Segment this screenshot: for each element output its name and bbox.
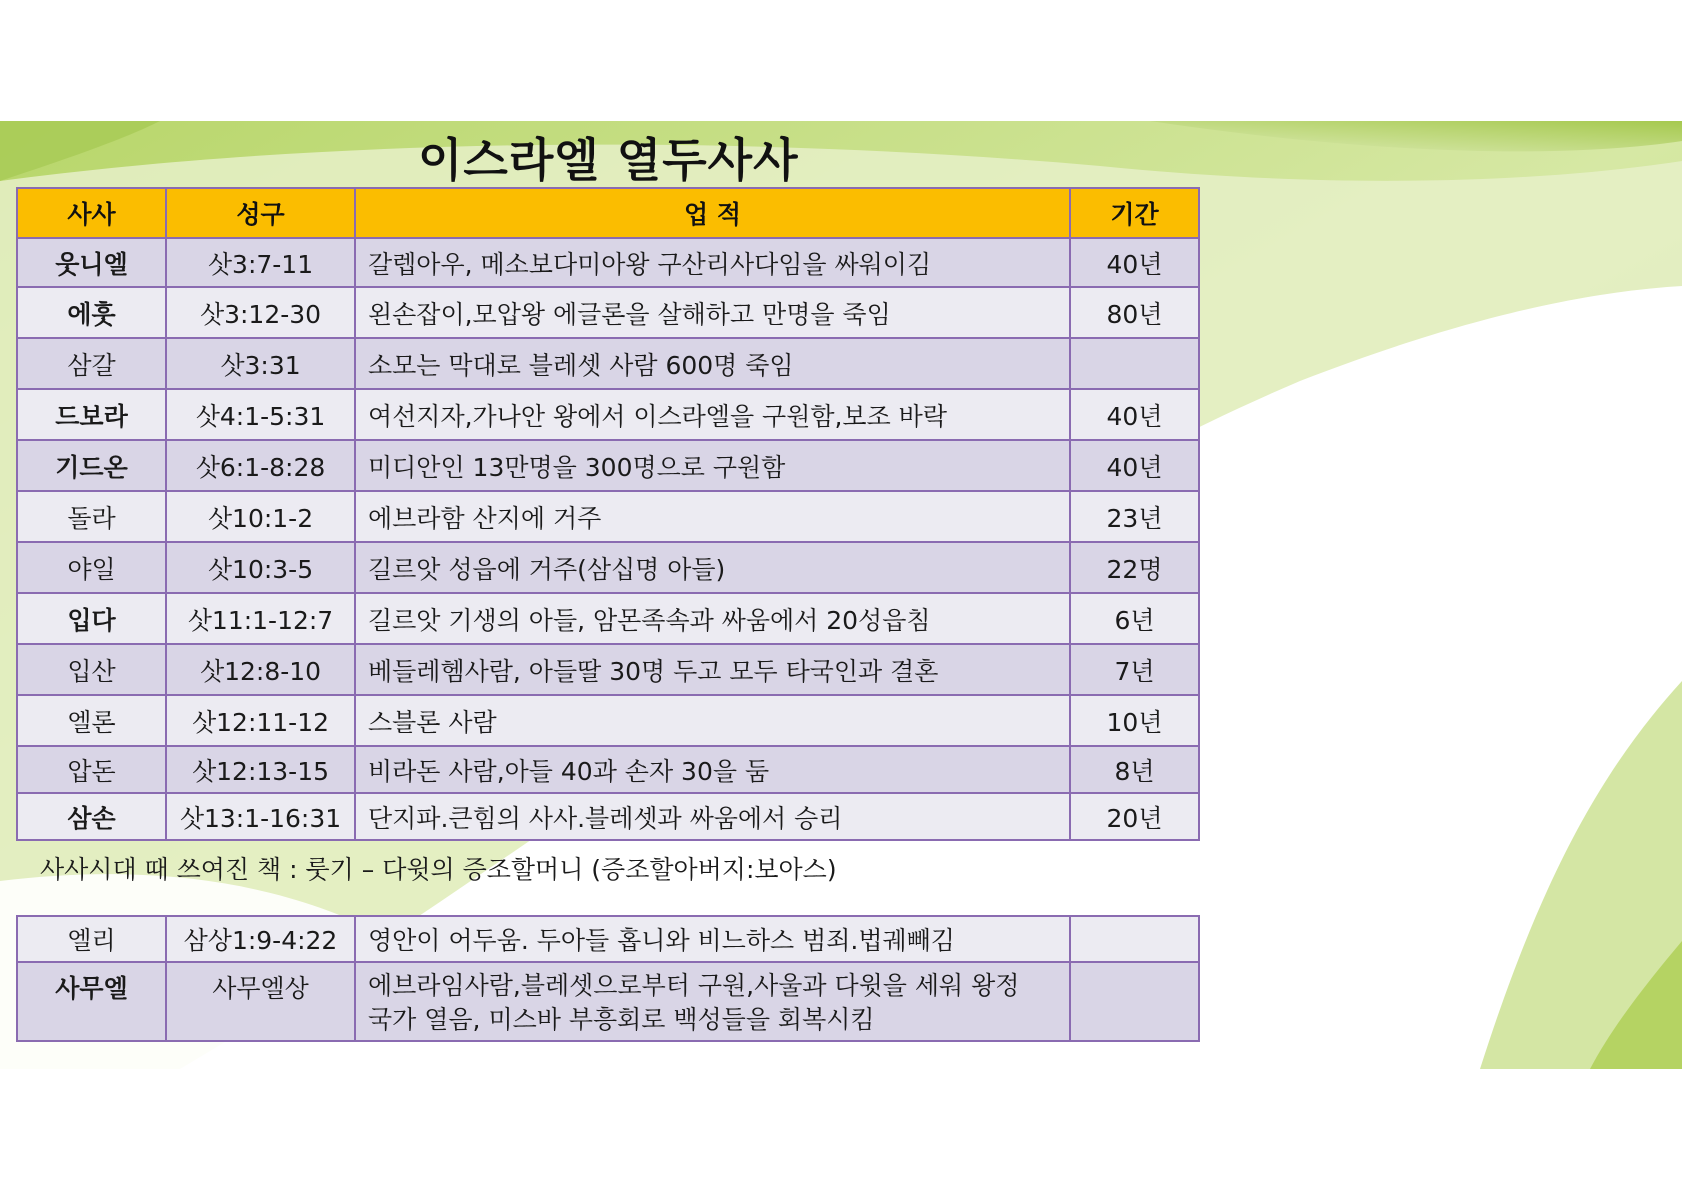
- page-title: 이스라엘 열두사사: [418, 133, 799, 187]
- judge-name-cell: 사무엘: [17, 962, 166, 1041]
- scripture-reference-cell: 삿12:13-15: [166, 746, 355, 793]
- scripture-reference-cell: 삿12:11-12: [166, 695, 355, 746]
- judge-name-cell: 삼손: [17, 793, 166, 840]
- period-cell: 8년: [1070, 746, 1199, 793]
- period-cell: 10년: [1070, 695, 1199, 746]
- scripture-reference-cell: 삿12:8-10: [166, 644, 355, 695]
- judge-name-cell: 야일: [17, 542, 166, 593]
- table-row: [17, 287, 1199, 338]
- period-cell: 40년: [1070, 238, 1199, 287]
- period-cell: [1070, 916, 1199, 962]
- period-cell: 40년: [1070, 389, 1199, 440]
- judges-table: [16, 187, 1200, 841]
- period-cell: 22명: [1070, 542, 1199, 593]
- deeds-cell: 에브라임사람,블레셋으로부터 구원,사울과 다윗을 세워 왕정국가 열음, 미스바 부흥회로 백성들을 회복시킴: [355, 962, 1070, 1041]
- deeds-cell: 소모는 막대로 블레셋 사람 600명 죽임: [355, 338, 1070, 389]
- period-cell: 6년: [1070, 593, 1199, 644]
- table-row: [17, 695, 1199, 746]
- table-row: [17, 916, 1199, 962]
- table-header-row: [17, 188, 1199, 238]
- table-row: [17, 491, 1199, 542]
- judge-name-cell: 기드온: [17, 440, 166, 491]
- deeds-cell: 에브라함 산지에 거주: [355, 491, 1070, 542]
- judge-name-cell: 입산: [17, 644, 166, 695]
- column-header-deeds: 업 적: [355, 188, 1070, 238]
- table-row: [17, 238, 1199, 287]
- deeds-cell: 영안이 어두움. 두아들 홉니와 비느하스 범죄.법궤빼김: [355, 916, 1070, 962]
- scripture-reference-cell: 삿4:1-5:31: [166, 389, 355, 440]
- column-header-period: 기간: [1070, 188, 1199, 238]
- scripture-reference-cell: 삿11:1-12:7: [166, 593, 355, 644]
- scripture-reference-cell: 삿10:3-5: [166, 542, 355, 593]
- deeds-cell: 길르앗 성읍에 거주(삼십명 아들): [355, 542, 1070, 593]
- judge-name-cell: 압돈: [17, 746, 166, 793]
- column-header-reference: 성구: [166, 188, 355, 238]
- scripture-reference-cell: 삿3:12-30: [166, 287, 355, 338]
- scripture-reference-cell: 사무엘상: [166, 962, 355, 1041]
- table-row: [17, 793, 1199, 840]
- table-row: [17, 542, 1199, 593]
- deeds-cell: 미디안인 13만명을 300명으로 구원함: [355, 440, 1070, 491]
- deeds-cell: 스블론 사람: [355, 695, 1070, 746]
- period-cell: 40년: [1070, 440, 1199, 491]
- table-row: [17, 338, 1199, 389]
- scripture-reference-cell: 삿10:1-2: [166, 491, 355, 542]
- table-row: [17, 440, 1199, 491]
- judge-name-cell: 삼갈: [17, 338, 166, 389]
- period-cell: 80년: [1070, 287, 1199, 338]
- period-cell: 20년: [1070, 793, 1199, 840]
- judge-name-cell: 드보라: [17, 389, 166, 440]
- table-row: [17, 746, 1199, 793]
- scripture-reference-cell: 삿13:1-16:31: [166, 793, 355, 840]
- scripture-reference-cell: 삿3:7-11: [166, 238, 355, 287]
- judge-name-cell: 돌라: [17, 491, 166, 542]
- later-judges-table: [16, 915, 1200, 1042]
- deeds-cell: 길르앗 기생의 아들, 암몬족속과 싸움에서 20성읍침: [355, 593, 1070, 644]
- deeds-cell: 갈렙아우, 메소보다미아왕 구산리사다임을 싸워이김: [355, 238, 1070, 287]
- scripture-reference-cell: 삼상1:9-4:22: [166, 916, 355, 962]
- column-header-judge: 사사: [17, 188, 166, 238]
- deeds-cell: 단지파.큰힘의 사사.블레셋과 싸움에서 승리: [355, 793, 1070, 840]
- period-cell: [1070, 338, 1199, 389]
- scripture-reference-cell: 삿3:31: [166, 338, 355, 389]
- period-cell: 23년: [1070, 491, 1199, 542]
- period-cell: 7년: [1070, 644, 1199, 695]
- table-row: [17, 389, 1199, 440]
- period-cell: [1070, 962, 1199, 1041]
- deeds-cell: 베들레헴사람, 아들딸 30명 두고 모두 타국인과 결혼: [355, 644, 1070, 695]
- scripture-reference-cell: 삿6:1-8:28: [166, 440, 355, 491]
- judge-name-cell: 에훗: [17, 287, 166, 338]
- deeds-cell: 왼손잡이,모압왕 에글론을 살해하고 만명을 죽임: [355, 287, 1070, 338]
- judge-name-cell: 입다: [17, 593, 166, 644]
- books-caption: 사사시대 때 쓰여진 책 : 룻기 – 다윗의 증조할머니 (증조할아버지:보아스): [40, 855, 837, 884]
- judge-name-cell: 엘리: [17, 916, 166, 962]
- judge-name-cell: 엘론: [17, 695, 166, 746]
- deeds-cell: 여선지자,가나안 왕에서 이스라엘을 구원함,보조 바락: [355, 389, 1070, 440]
- table-row: [17, 962, 1199, 1041]
- table-row: [17, 593, 1199, 644]
- judge-name-cell: 웃니엘: [17, 238, 166, 287]
- table-row: [17, 644, 1199, 695]
- deeds-cell: 비라돈 사람,아들 40과 손자 30을 둠: [355, 746, 1070, 793]
